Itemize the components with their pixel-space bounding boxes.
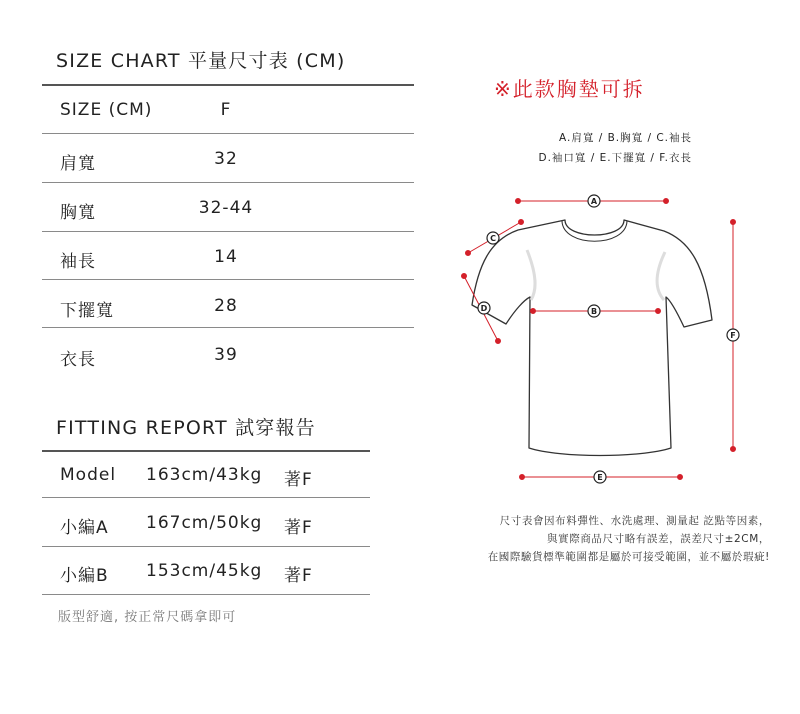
measurement-disclaimer xyxy=(488,512,770,566)
removable-pad-note: ※此款胸墊可拆 xyxy=(494,77,645,101)
armhole-shade xyxy=(657,252,665,300)
divider xyxy=(42,279,414,280)
fitting-body: 167cm/50kg xyxy=(146,513,263,533)
divider xyxy=(42,450,370,452)
disclaimer-line: 尺寸表會因布料彈性、水洗處理、測量起 訖點等因素， xyxy=(499,515,770,527)
marker-c: C xyxy=(490,234,496,243)
size-row-value: 14 xyxy=(214,247,238,267)
fitting-name: 小編A xyxy=(60,518,109,538)
fitting-report-title: FITTING REPORT 試穿報告 xyxy=(56,417,316,439)
size-row-value: 39 xyxy=(214,345,238,365)
size-header-label: SIZE (CM) xyxy=(60,100,153,120)
fitting-wear: 著F xyxy=(284,518,313,538)
size-header-size: F xyxy=(220,100,232,120)
divider xyxy=(42,231,414,232)
legend-line: A.肩寬 / B.胸寬 / C.袖長 xyxy=(559,132,692,144)
fitting-wear: 著F xyxy=(284,470,313,490)
legend-line: D.袖口寬 / E.下擺寬 / F.衣長 xyxy=(538,152,692,164)
marker-e: E xyxy=(597,473,603,482)
disclaimer-line: 與實際商品尺寸略有誤差，誤差尺寸±2CM， xyxy=(547,533,770,545)
divider xyxy=(42,497,370,498)
tshirt-outline xyxy=(472,220,712,456)
marker-f: F xyxy=(730,331,736,340)
size-row-value: 32 xyxy=(214,149,238,169)
size-row-label: 胸寬 xyxy=(60,203,96,223)
size-row-value: 28 xyxy=(214,296,238,316)
collar-line xyxy=(562,221,627,241)
divider xyxy=(42,546,370,547)
marker-a: A xyxy=(590,197,598,206)
marker-b: B xyxy=(590,307,598,316)
divider xyxy=(42,133,414,134)
size-row-value: 32-44 xyxy=(198,198,254,218)
size-chart-title: SIZE CHART 平量尺寸表 (CM) xyxy=(56,50,346,72)
divider xyxy=(42,594,370,595)
armhole-shade xyxy=(527,250,535,300)
tshirt-diagram xyxy=(440,180,770,490)
fitting-body: 153cm/45kg xyxy=(146,561,263,581)
size-row-label: 衣長 xyxy=(60,350,96,370)
divider xyxy=(42,182,414,183)
fitting-note: 版型舒適, 按正常尺碼拿即可 xyxy=(58,610,237,625)
fitting-wear: 著F xyxy=(284,566,313,586)
size-row-label: 袖長 xyxy=(60,252,96,272)
disclaimer-line: 在國際驗貨標準範圍都是屬於可接受範圍，並不屬於瑕疵! xyxy=(487,551,770,563)
fitting-name: 小編B xyxy=(60,566,109,586)
divider xyxy=(42,84,414,86)
fitting-body: 163cm/43kg xyxy=(146,465,263,485)
size-row-label: 下擺寬 xyxy=(60,301,114,321)
fitting-name: Model xyxy=(60,465,117,485)
divider xyxy=(42,327,414,328)
size-row-label: 肩寬 xyxy=(60,154,96,174)
marker-d: D xyxy=(480,304,488,313)
